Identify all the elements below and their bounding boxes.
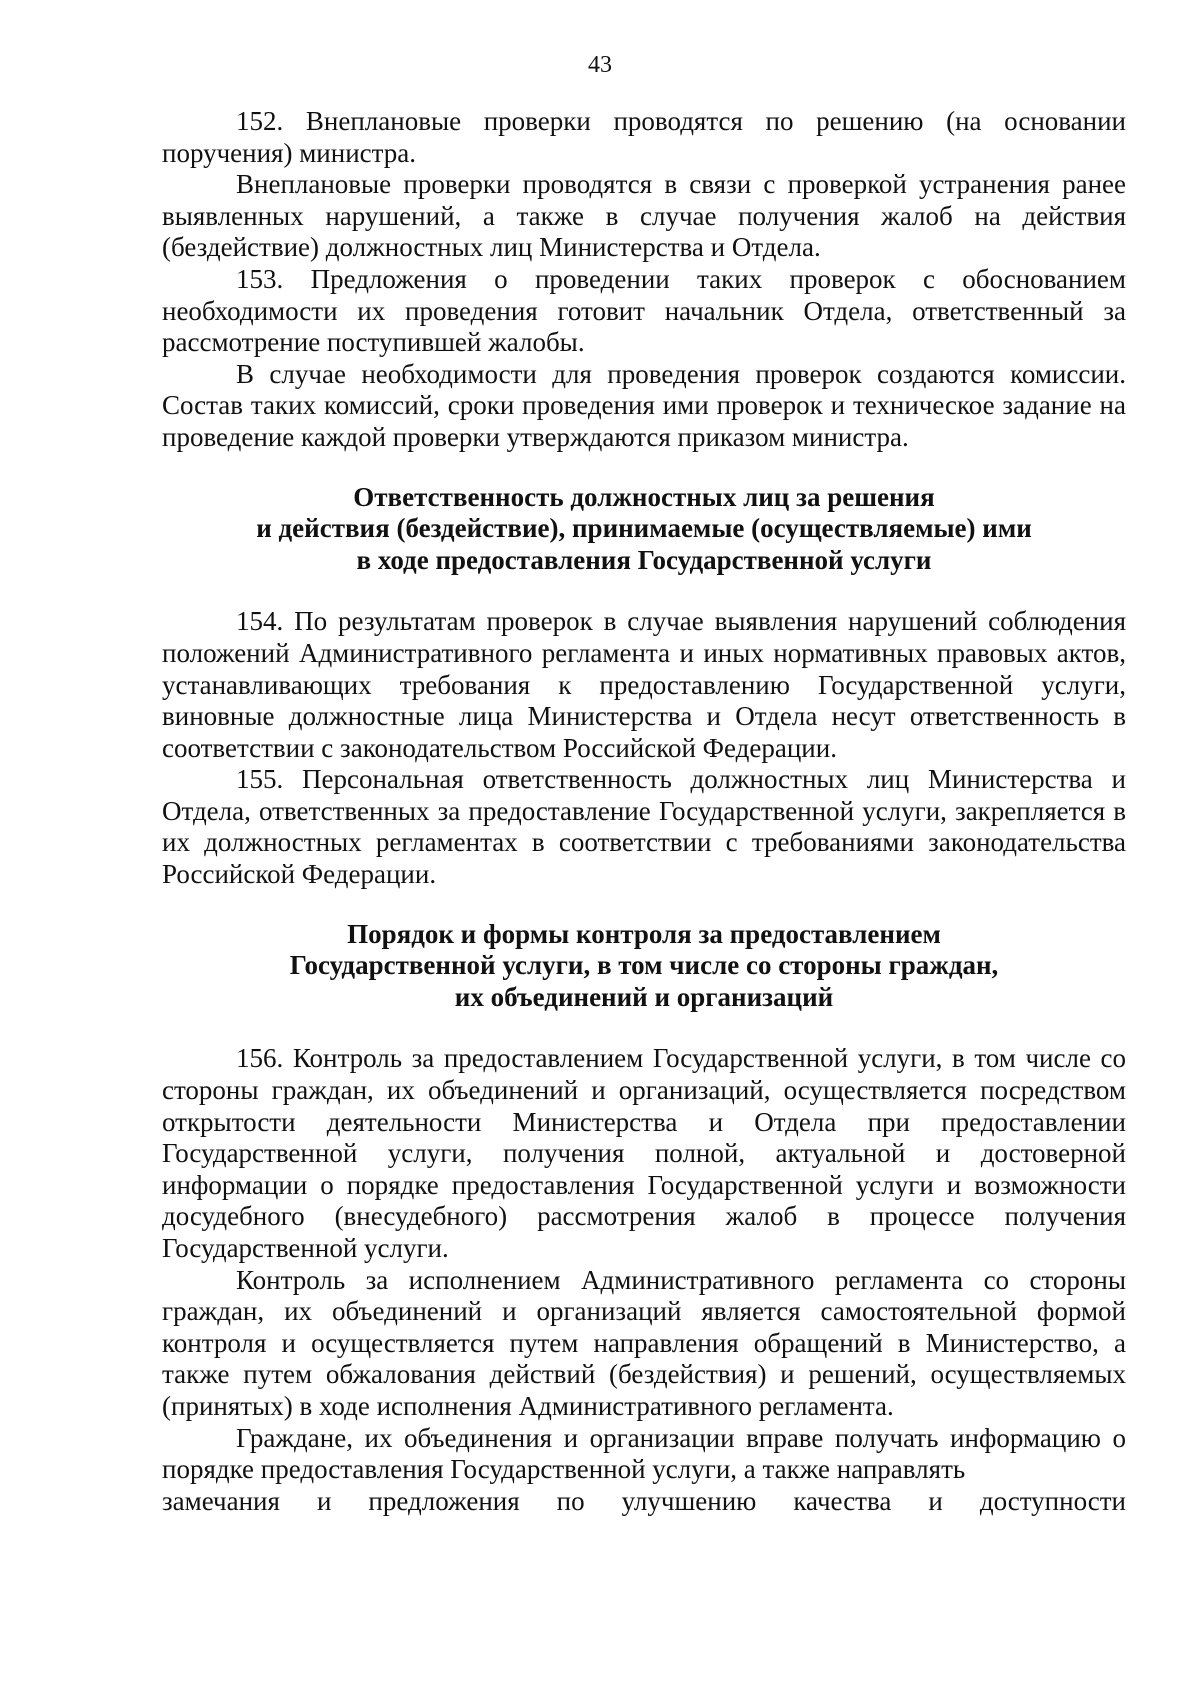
paragraph-control-by-citizens: Контроль за исполнением Административного регламента со стороны граждан, их объединений и организаций является самостоятельной формой контроля и осуществляется путем направления обращений в Министерство, а также путем обжалования действий (бездействия) и решений, осуществляемых (принятых) в ходе исполнения Административного регламента. (162, 1264, 1126, 1421)
document-body (162, 106, 1126, 1517)
paragraph-156: 156. Контроль за предоставлением Государственной услуги, в том числе со стороны граждан, их объединений и организаций, осуществляется посредством открытости деятельности Министерства и Отдела при предоставлении Государственной услуги, получения полной, актуальной и достоверной информации о порядке предоставления Государственной услуги и возможности досудебного (внесудебного) рассмотрения жалоб в процессе получения Государственной услуги. (162, 1043, 1126, 1263)
paragraph-citizens-rights: Граждане, их объединения и организации вправе получать информацию о порядке предоставления Государственной услуги, а также направлять (162, 1422, 1126, 1485)
paragraph-155: 155. Персональная ответственность должностных лиц Министерства и Отдела, ответственных за предоставление Государственной услуги, закрепляется в их должностных регламентах в соответствии с требованиями законодательства Российской Федерации. (162, 764, 1126, 890)
paragraph-153: 153. Предложения о проведении таких проверок с обоснованием необходимости их проведения готовит начальник Отдела, ответственный за рассмотрение поступившей жалобы. (162, 263, 1126, 358)
heading-line: Государственной услуги, в том числе со стороны граждан, (289, 950, 999, 981)
heading-line: и действия (бездействие), принимаемые (осуществляемые) ими (256, 513, 1032, 544)
heading-line: Порядок и формы контроля за предоставлением (347, 918, 941, 949)
heading-line: Ответственность должностных лиц за решения (353, 481, 935, 512)
continued-line: замечания и предложения по улучшению качества и доступности (162, 1485, 1126, 1516)
paragraph-152: 152. Внеплановые проверки проводятся по решению (на основании поручения) министра. (162, 106, 1126, 168)
section-heading-responsibility (162, 482, 1126, 577)
heading-line: их объединений и организаций (454, 981, 834, 1012)
paragraph-commissions: В случае необходимости для проведения проверок создаются комиссии. Состав таких комиссий, сроки проведения ими проверок и техническое задание на проведение каждой проверки утверждаются приказом министра. (162, 358, 1126, 452)
paragraph-unscheduled-checks: Внеплановые проверки проводятся в связи с проверкой устранения ранее выявленных нарушений, а также в случае получения жалоб на действия (бездействие) должностных лиц Министерства и Отдела. (162, 169, 1126, 263)
paragraph-154: 154. По результатам проверок в случае выявления нарушений соблюдения положений Административного регламента и иных нормативных правовых актов, устанавливающих требования к предоставлению Государственной услуги, виновные должностные лица Министерства и Отдела несут ответственность в соответствии с законодательством Российской Федерации. (162, 606, 1126, 763)
section-heading-control (162, 919, 1126, 1014)
heading-line: в ходе предоставления Государственной услуги (356, 544, 932, 575)
page-number: 43 (588, 52, 612, 78)
